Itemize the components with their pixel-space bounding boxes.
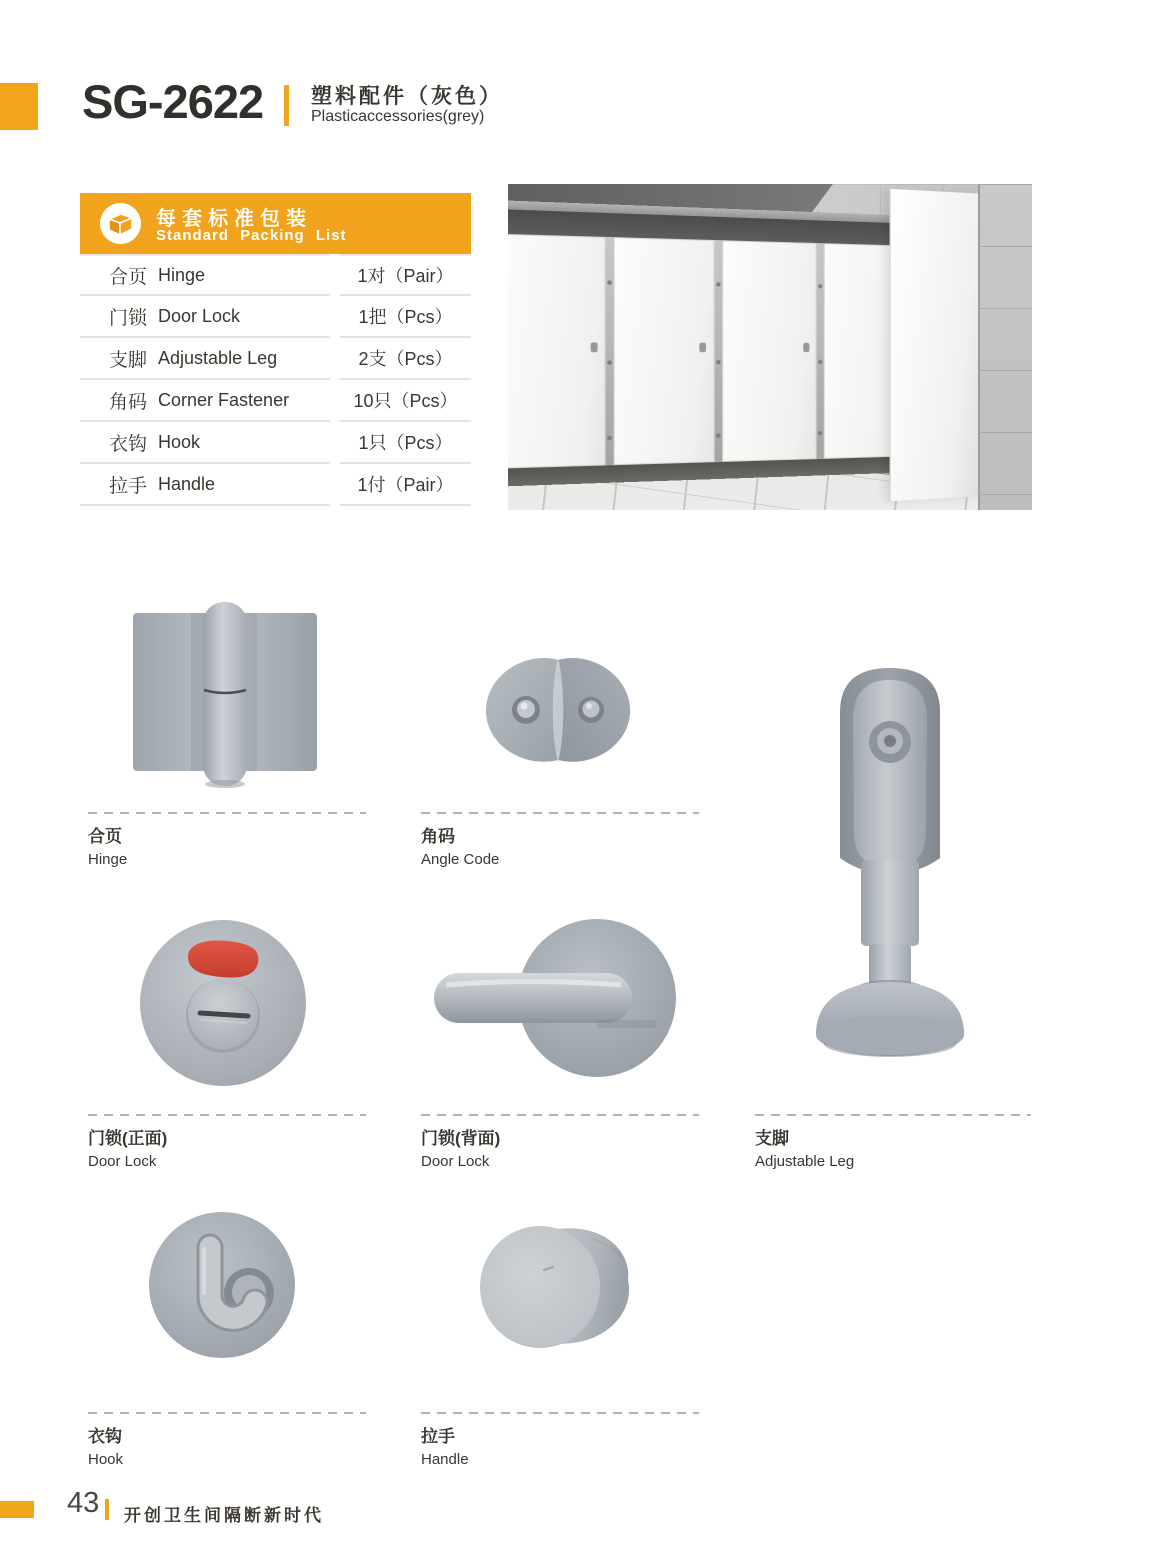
item-name-cn: 合页 (109, 266, 148, 288)
item-name-cn: 拉手 (109, 475, 148, 497)
page-number: 43 (67, 1487, 100, 1519)
partition-photo (508, 184, 1032, 510)
photo-stall-door (508, 234, 606, 469)
packing-title-en: Standard Packing List (156, 227, 347, 244)
table-row (80, 422, 471, 464)
item-name-en: Hook (158, 431, 201, 452)
product-label-hinge: 合页 Hinge (88, 812, 366, 868)
packing-table (80, 254, 471, 506)
item-qty: 1对（Pair） (357, 266, 454, 286)
photo-stall-door (614, 237, 714, 465)
door-lock-back-image (426, 908, 676, 1088)
handle-image (474, 1218, 644, 1358)
hinge-image (125, 598, 325, 790)
item-name-en: Adjustable Leg (158, 347, 278, 368)
dashed-divider (421, 812, 699, 814)
item-qty: 1只（Pcs） (358, 433, 453, 453)
package-box-icon (99, 202, 142, 245)
product-label-door-lock-back: 门锁(背面) Door Lock (421, 1114, 699, 1170)
dashed-divider (88, 1114, 366, 1116)
packing-list-header (80, 193, 471, 254)
table-row (80, 380, 471, 422)
angle-code-image (474, 646, 642, 774)
item-name-cn: 衣钩 (109, 433, 148, 455)
item-qty: 10只（Pcs） (353, 391, 458, 411)
item-name-cn: 支脚 (109, 349, 148, 371)
item-name-en: Handle (158, 473, 216, 494)
table-row (80, 338, 471, 380)
door-lock-front-image (137, 917, 309, 1089)
table-row (80, 464, 471, 506)
item-qty: 1把（Pcs） (358, 307, 453, 327)
photo-stall-door (722, 240, 817, 462)
product-label-handle: 拉手 Handle (421, 1412, 699, 1468)
subtitle-en: Plasticaccessories(grey) (311, 108, 485, 125)
footer-divider (105, 1499, 109, 1520)
table-row (80, 296, 471, 338)
dashed-divider (755, 1114, 1031, 1116)
adjustable-leg-image (806, 662, 974, 1064)
subtitle-cn: 塑料配件（灰色） (311, 85, 503, 108)
model-number: SG-2622 (82, 75, 264, 128)
accent-square (0, 83, 38, 130)
product-label-angle-code: 角码 Angle Code (421, 812, 699, 868)
item-name-en: Corner Fastener (158, 389, 290, 410)
item-name-cn: 门锁 (109, 307, 148, 329)
photo-end-panel (890, 189, 986, 502)
table-row (80, 254, 471, 296)
product-label-hook: 衣钩 Hook (88, 1412, 366, 1468)
product-label-adjustable-leg: 支脚 Adjustable Leg (755, 1114, 1031, 1170)
footer-accent-bar (0, 1501, 34, 1518)
item-qty: 1付（Pair） (357, 475, 454, 495)
item-name-en: Door Lock (158, 305, 241, 326)
hook-image (144, 1207, 300, 1365)
dashed-divider (88, 812, 366, 814)
header-divider (284, 85, 289, 126)
item-name-cn: 角码 (109, 391, 148, 413)
photo-stall-run (508, 200, 920, 487)
packing-title-cn: 每套标准包装 (156, 208, 312, 230)
footer-slogan: 开创卫生间隔断新时代 (124, 1506, 324, 1525)
product-label-door-lock-front: 门锁(正面) Door Lock (88, 1114, 366, 1170)
dashed-divider (421, 1412, 699, 1414)
item-name-en: Hinge (158, 264, 206, 285)
item-qty: 2支（Pcs） (358, 349, 453, 369)
photo-near-wall (978, 184, 1032, 510)
dashed-divider (421, 1114, 699, 1116)
dashed-divider (88, 1412, 366, 1414)
